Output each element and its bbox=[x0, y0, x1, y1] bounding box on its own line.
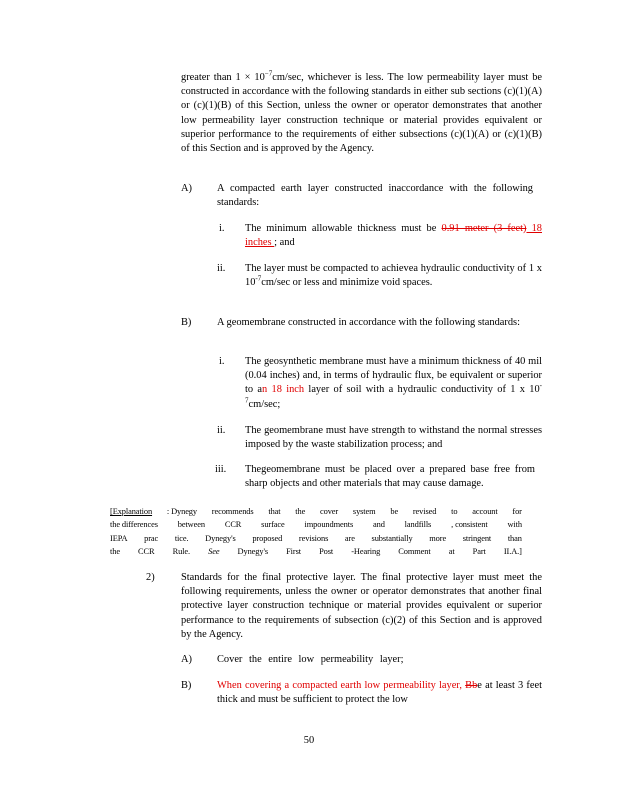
explanation-word: be bbox=[390, 507, 399, 516]
explanation-word: tice. bbox=[174, 533, 189, 543]
explanation-line bbox=[110, 518, 522, 531]
intro-text-start: greater than 1 × 10 bbox=[181, 72, 265, 83]
explanation-word: surface bbox=[261, 520, 285, 530]
explanation-line bbox=[110, 545, 522, 558]
explanation-word: II.A.] bbox=[503, 546, 522, 556]
item-2b-label: B) bbox=[181, 680, 192, 691]
explanation-word: for bbox=[512, 507, 522, 516]
explanation-word: cover bbox=[320, 507, 339, 516]
inserted-text: When covering a compacted earth low permeability layer, bbox=[217, 680, 466, 691]
explanation-word: revisions bbox=[298, 533, 329, 543]
intro-text-rest: cm/sec, whichever is less. The low permeability layer must be constructed in accordance with the following standards in either sub sections (c)(1)(A) or (c)(1)(B) of this Section, unless the owner or operator demonstrates that another low permeability layer construction technique or material provides equivalent or superior performance to the requirements of either subsections (c)(1)(A) or (c)(1)(B) of this Section and is approved by the Agency. bbox=[181, 72, 542, 155]
explanation-word: Dynegy's bbox=[205, 533, 236, 543]
explanation-word: First bbox=[286, 546, 301, 556]
item-b-text: A geomembrane constructed in accordance with the following standards: bbox=[217, 317, 520, 328]
item-a-i-label: i. bbox=[219, 223, 225, 234]
intro-exponent: −7 bbox=[264, 69, 273, 78]
explanation-word: the bbox=[110, 546, 120, 556]
explanation-word: : Dynegy bbox=[166, 507, 197, 516]
explanation-word: revised bbox=[412, 507, 437, 516]
item-b-label: B) bbox=[181, 317, 192, 328]
item-2a-label: A) bbox=[181, 654, 192, 665]
item-b-iii-text: Thegeomembrane must be placed over a prepared base free from sharp objects and other materials that may cause damage. bbox=[245, 464, 535, 490]
explanation-word: to bbox=[451, 507, 458, 516]
item-a-ii-label: ii. bbox=[217, 263, 226, 274]
explanation-line bbox=[110, 532, 522, 545]
explanation-word: more bbox=[429, 533, 447, 543]
explanation-word: at bbox=[448, 546, 455, 556]
explanation-word: , consistent bbox=[451, 520, 488, 530]
explanation-word: Post bbox=[319, 546, 334, 556]
explanation-note bbox=[110, 505, 522, 558]
item-b-i-label: i. bbox=[219, 356, 225, 367]
explanation-word: IEPA bbox=[110, 533, 128, 543]
item-b-ii-text: The geomembrane must have strength to withstand the normal stresses imposed by the waste stabilization process; and bbox=[245, 425, 542, 451]
explanation-line bbox=[110, 505, 522, 518]
explanation-word: impoundments bbox=[304, 520, 354, 530]
explanation-word: stringent bbox=[462, 533, 492, 543]
explanation-word: CCR bbox=[224, 520, 242, 530]
explanation-word: -Hearing bbox=[351, 546, 381, 556]
item-a-ii-text: The layer must be compacted to achievea hydraulic conductivity of 1 x $10^{-7}cm/\sec$ or less and minimize void spaces. bbox=[245, 263, 542, 289]
explanation-word: recommends bbox=[211, 507, 254, 516]
inserted-text: n 18 inch bbox=[262, 384, 305, 396]
intro-paragraph bbox=[181, 71, 542, 156]
item-2-text: Standards for the final protective layer. The final protective layer must meet the following requirements, unless the owner or operator demonstrates that another final protective layer construction technique or material provides equivalent or superior performance to the requirements of subsection (c)(2) of this Section and is approved by the Agency. bbox=[181, 572, 542, 640]
explanation-word: Rule. bbox=[172, 546, 191, 556]
explanation-word: Comment bbox=[398, 546, 431, 556]
explanation-word: proposed bbox=[252, 533, 283, 543]
explanation-word: are bbox=[344, 533, 355, 543]
item-b-i-text: The geosynthetic membrane must have a minimum thickness of 40 mil (0.04 inches) and, in terms of hydraulic flux, be equivalent or superior to an 18 inch layer of soil with a hydraulic conductivity of 1 x $10^{-7}cm/\sec$; bbox=[245, 356, 543, 410]
explanation-word: landfills bbox=[404, 520, 432, 530]
deleted-text: Bb bbox=[465, 680, 478, 691]
deleted-text: 0.91 meter (3 feet) bbox=[441, 223, 527, 234]
explanation-word: the bbox=[295, 507, 306, 516]
item-2b-text: When covering a compacted earth low permeability layer, Bbe at least 3 feet thick and must be sufficient to protect the low bbox=[217, 680, 542, 706]
explanation-word: and bbox=[373, 520, 385, 530]
explanation-word: account bbox=[472, 507, 498, 516]
explanation-word: Part bbox=[472, 546, 486, 556]
item-a-i-text: The minimum allowable thickness must be 0.91 meter (3 feet) 18 inches ; and bbox=[245, 223, 542, 249]
inserted-text: 18 inches bbox=[245, 223, 542, 249]
item-b-ii-label: ii. bbox=[217, 425, 226, 436]
explanation-word: the differences bbox=[110, 520, 158, 530]
explanation-word: See bbox=[208, 546, 220, 556]
item-2a-text: Cover the entire low permeability layer; bbox=[217, 654, 404, 665]
item-a-label: A) bbox=[181, 183, 192, 194]
item-b-iii-label: iii. bbox=[215, 464, 227, 475]
explanation-word: system bbox=[352, 507, 376, 516]
explanation-word: than bbox=[507, 533, 522, 543]
explanation-word: that bbox=[268, 507, 281, 516]
page-number: 50 bbox=[303, 735, 315, 746]
item-a-text: A compacted earth layer constructed inaccordance with the following standards: bbox=[217, 183, 533, 209]
explanation-word: between bbox=[177, 520, 205, 530]
explanation-word: Dynegy's bbox=[237, 546, 269, 556]
explanation-word: prac bbox=[144, 533, 159, 543]
explanation-word: with bbox=[507, 520, 522, 530]
explanation-word: substantially bbox=[371, 533, 413, 543]
explanation-word: [Explanation bbox=[110, 507, 153, 516]
item-2-label: 2) bbox=[146, 572, 155, 583]
explanation-word: CCR bbox=[138, 546, 155, 556]
